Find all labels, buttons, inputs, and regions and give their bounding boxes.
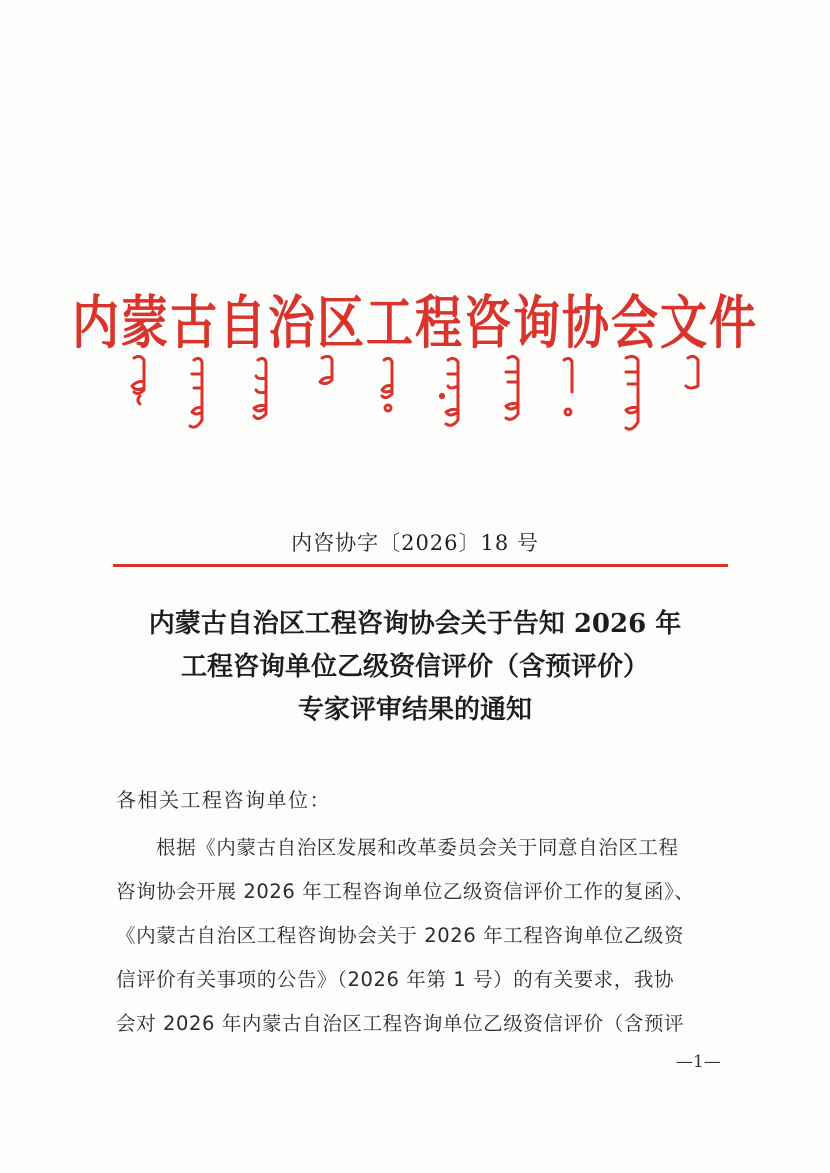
notice-title-line: 专家评审结果的通知 [297, 695, 532, 725]
body-line: 会对 2026 年内蒙古自治区工程咨询单位乙级资信评价（含预评 [116, 1012, 685, 1035]
salutation: 各相关工程咨询单位： [116, 788, 331, 812]
notice-title-line: 内蒙古自治区工程咨询协会关于告知 2026 年 [148, 609, 682, 639]
mongolian-script-org-name-icon [118, 352, 718, 452]
notice-body [116, 826, 728, 1046]
notice-title-line: 工程咨询单位乙级资信评价（含预评价） [180, 652, 649, 682]
body-line: 《内蒙古自治区工程咨询协会关于 2026 年工程咨询单位乙级资 [116, 924, 685, 947]
body-line: 信评价有关事项的公告》（2026 年第 1 号）的有关要求，我协 [116, 968, 675, 991]
document-number: 内咨协字〔2026〕18 号 [291, 531, 539, 555]
notice-title [0, 603, 830, 732]
org-title: 内蒙古自治区工程咨询协会文件 [72, 290, 758, 358]
page-number: —1— [676, 1052, 721, 1072]
body-line: 根据《内蒙古自治区发展和改革委员会关于同意自治区工程 [156, 836, 679, 859]
red-divider-line [113, 564, 728, 567]
body-line: 咨询协会开展 2026 年工程咨询单位乙级资信评价工作的复函》、 [116, 880, 695, 903]
